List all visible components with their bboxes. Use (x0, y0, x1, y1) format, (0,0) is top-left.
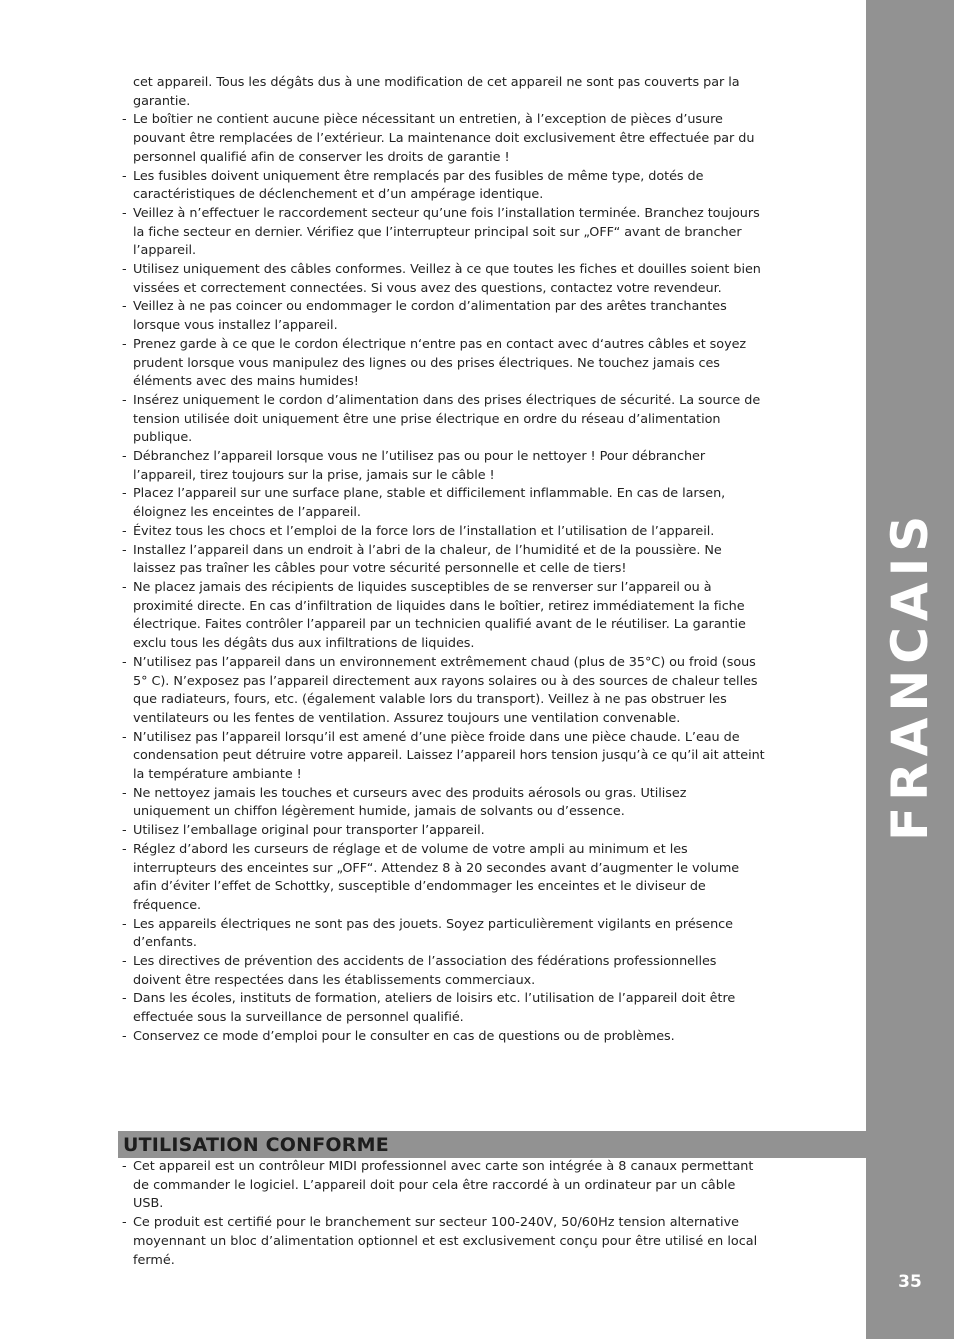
list-item (118, 579, 766, 654)
bullet-dash: - (122, 841, 127, 857)
list-item-text: Dans les écoles, instituts de formation, ateliers de loisirs etc. l’utilisation de l’appareil doit être effectuée sous la surveillance de personnel qualifié. (133, 991, 736, 1026)
safety-instructions (118, 74, 766, 1047)
list-item (118, 448, 766, 485)
bullet-dash: - (122, 112, 127, 128)
list-item (118, 990, 766, 1027)
bullet-dash: - (122, 1159, 127, 1174)
list-item-text: Veillez à ne pas coincer ou endommager le cordon d’alimentation par des arêtes tranchantes lorsque vous installez l’appareil. (133, 299, 727, 334)
list-item-text: Ne placez jamais des récipients de liquides susceptibles de se renverser sur l’appareil ou à proximité directe. En cas d’infiltration de liquides dans le boîtier, retirez immédiatement la fiche électrique. Faites contrôler l’appareil par un technicien qualifié avant de le réutiliser. La garantie exclu tous les dégâts dus aux infiltrations de liquides. (133, 579, 746, 652)
list-item (118, 729, 766, 785)
bullet-dash: - (122, 954, 127, 970)
language-label: FRANCAIS (881, 509, 939, 841)
list-item (118, 485, 766, 522)
list-item-text: Le boîtier ne contient aucune pièce nécessitant un entretien, à l’exception de pièces d’usure pouvant être remplacées de l’extérieur. La maintenance doit exclusivement être effectuée par du personnel qualifié afin de conserver les droits de garantie ! (133, 112, 755, 165)
bullet-dash: - (122, 729, 127, 745)
list-item (118, 205, 766, 261)
list-item-text: N’utilisez pas l’appareil lorsqu’il est amené d’une pièce froide dans une pièce chaude. L’eau de condensation peut détruire votre appareil. Laissez l’appareil hors tension jusqu’à ce qu’il ait atteint la température ambiante ! (133, 729, 765, 783)
list-item-text: Débranchez l’appareil lorsque vous ne l’utilisez pas ou pour le nettoyer ! Pour débrancher l’appareil, tirez toujours sur la prise, jamais sur le câble ! (133, 449, 706, 483)
list-item-text: Utilisez l’emballage original pour transporter l’appareil. (133, 823, 485, 839)
list-item-text: Les directives de prévention des accidents de l’association des fédérations professionnelles doivent être respectées dans les établissements commerciaux. (133, 954, 717, 988)
page-number: 35 (898, 1272, 922, 1292)
list-item (118, 111, 766, 167)
list-item (118, 654, 766, 729)
list-item (118, 1028, 766, 1047)
continuation-text: cet appareil. Tous les dégâts dus à une modification de cet appareil ne sont pas couverts par la garantie. (133, 75, 740, 109)
bullet-dash: - (122, 336, 127, 352)
list-item (118, 841, 766, 916)
list-item (118, 916, 766, 953)
list-item-text: Les fusibles doivent uniquement être remplacés par des fusibles de même type, dotés de caractéristiques de déclenchement et d’un ampérage identique. (133, 168, 704, 203)
list-item (118, 336, 766, 392)
list-item-text: Prenez garde à ce que le cordon électrique n‘entre pas en contact avec d‘autres câbles et soyez prudent lorsque vous manipulez des lignes ou des prises électriques. Ne touchez jamais ces éléments avec des mains humides! (133, 336, 747, 390)
bullet-dash: - (122, 262, 127, 278)
list-item (118, 542, 766, 579)
bullet-dash: - (122, 916, 127, 932)
bullet-dash: - (122, 823, 127, 839)
section-title: UTILISATION CONFORME (123, 1134, 389, 1156)
bullet-dash: - (122, 785, 127, 801)
bullet-dash: - (122, 991, 127, 1007)
list-item (118, 523, 766, 542)
list-item-text: Veillez à n’effectuer le raccordement secteur qu’une fois l’installation terminée. Branchez toujours la fiche secteur en dernier. Vérifiez que l’interrupteur principal soit sur „OFF“ avant de brancher l’appareil. (133, 205, 760, 259)
bullet-dash: - (122, 486, 127, 502)
list-item (118, 298, 766, 335)
list-item (118, 168, 766, 205)
list-item-text: Placez l’appareil sur une surface plane, stable et difficilement inflammable. En cas de larsen, éloignez les enceintes de l’appareil. (133, 486, 726, 521)
bullet-dash: - (122, 205, 127, 221)
bullet-dash: - (122, 523, 127, 539)
usage-section (118, 1158, 766, 1270)
list-item-text: Installez l’appareil dans un endroit à l’abri de la chaleur, de l’humidité et de la poussière. Ne laissez pas traîner les câbles pour votre sécurité personnelle et celle de tiers! (133, 542, 722, 577)
list-item (118, 953, 766, 990)
list-item-text: Évitez tous les chocs et l’emploi de la force lors de l’installation et l’utilisation de l’appareil. (133, 523, 715, 539)
bullet-dash: - (122, 168, 127, 184)
bullet-dash: - (122, 1028, 127, 1044)
list-item-text: Cet appareil est un contrôleur MIDI professionnel avec carte son intégrée à 8 canaux permettant de commander le logiciel. L’appareil doit pour cela être raccordé à un ordinateur par un câble USB. (133, 1159, 754, 1212)
list-item (118, 1214, 766, 1270)
list-item-text: Conservez ce mode d’emploi pour le consulter en cas de questions ou de problèmes. (133, 1028, 675, 1044)
bullet-dash: - (122, 579, 127, 595)
bullet-dash: - (122, 392, 127, 408)
list-item (118, 261, 766, 298)
list-item-text: N’utilisez pas l’appareil dans un environnement extrêmement chaud (plus de 35°C) ou froid (sous 5° C). N’exposez pas l’appareil directement aux rayons solaires ou à des sources de chaleur telles que radiateurs, fours, etc. (également valable lors du transport). Veillez à ne pas obstruer les ventilateurs ou les fentes de ventilation. Assurez toujours une ventilation convenable. (133, 654, 758, 726)
list-item-text: Insérez uniquement le cordon d’alimentation dans des prises électriques de sécurité. La source de tension utilisée doit uniquement être une prise électrique en ordre du réseau d’alimentation publique. (133, 392, 761, 446)
bullet-dash: - (122, 299, 127, 315)
list-item (118, 822, 766, 841)
list-item (118, 785, 766, 822)
bullet-dash: - (122, 542, 127, 558)
bullet-dash: - (122, 654, 127, 670)
usage-list (118, 1158, 766, 1270)
list-item-text: Réglez d’abord les curseurs de réglage et de volume de votre ampli au minimum et les interrupteurs des enceintes sur „OFF“. Attendez 8 à 20 secondes avant d’augmenter le volume afin d’éviter l’effet de Schottky, susceptible d’endommager les enceintes et le diviseur de fréquence. (133, 841, 740, 913)
list-item-text: Ne nettoyez jamais les touches et curseurs avec des produits aérosols ou gras. Utilisez uniquement un chiffon légèrement humide, jamais de solvants ou d’essence. (133, 785, 687, 820)
bullet-dash: - (122, 1215, 127, 1231)
list-item (118, 1158, 766, 1214)
safety-list (118, 111, 766, 1046)
bullet-dash: - (122, 449, 127, 465)
list-item-text: Ce produit est certifié pour le branchement sur secteur 100-240V, 50/60Hz tension alternative moyennant un bloc d’alimentation optionnel et est exclusivement conçu pour être utilisé en local fermé. (133, 1215, 758, 1268)
list-item (118, 392, 766, 448)
list-item-text: Utilisez uniquement des câbles conformes. Veillez à ce que toutes les fiches et douilles soient bien vissées et correctement connectées. Si vous avez des questions, contactez votre revendeur. (133, 262, 761, 296)
list-item-text: Les appareils électriques ne sont pas des jouets. Soyez particulièrement vigilants en présence d’enfants. (133, 916, 733, 951)
